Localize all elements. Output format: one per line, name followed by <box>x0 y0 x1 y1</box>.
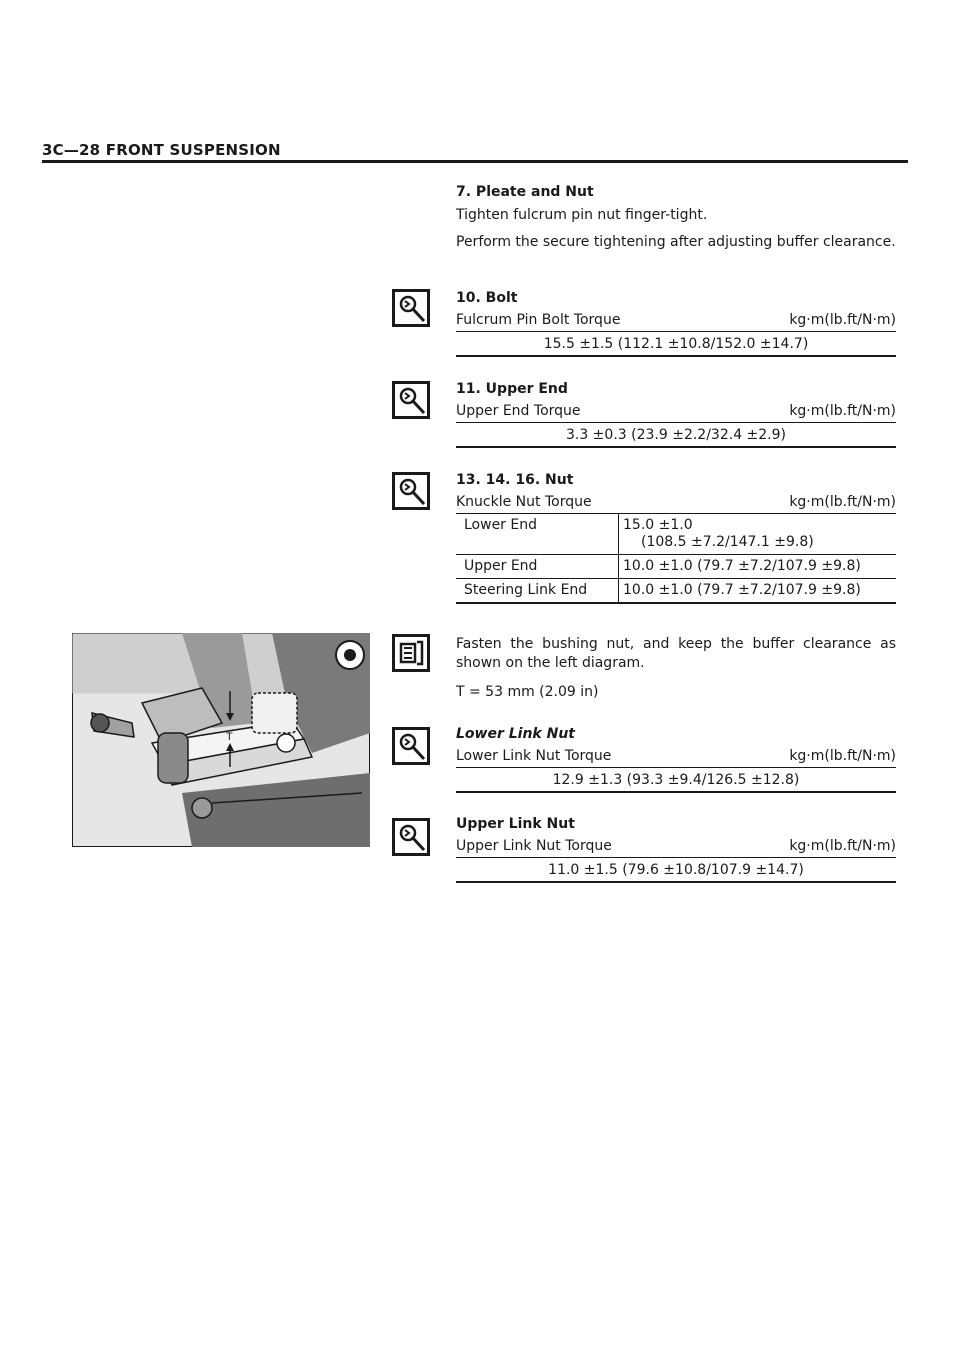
lower-link-heading: Lower Link Nut <box>456 726 575 742</box>
section-bushing <box>456 635 896 710</box>
upper-link-spec-header <box>456 838 896 858</box>
torque-wrench-icon <box>392 818 430 856</box>
torque-wrench-icon <box>392 727 430 765</box>
upper-link-label: Upper Link Nut Torque <box>456 838 612 854</box>
section-step11 <box>456 381 896 448</box>
lower-link-value: 12.9 ±1.3 (93.3 ±9.4/126.5 ±12.8) <box>456 768 896 793</box>
row-label: Upper End <box>456 555 619 579</box>
step10-heading: 10. Bolt <box>456 290 518 306</box>
step13-spec-header <box>456 494 896 514</box>
step11-label: Upper End Torque <box>456 403 581 419</box>
header-rule <box>42 160 908 163</box>
step13-label: Knuckle Nut Torque <box>456 494 592 510</box>
page-title: 3C—28 FRONT SUSPENSION <box>42 141 281 159</box>
step10-label: Fulcrum Pin Bolt Torque <box>456 312 621 328</box>
row-value-b: (108.5 ±7.2/147.1 ±9.8) <box>641 534 814 550</box>
step7-line1: Tighten fulcrum pin nut finger-tight. <box>456 207 708 223</box>
bushing-t-value: T = 53 mm (2.09 in) <box>456 684 599 700</box>
section-upper-link <box>456 816 896 883</box>
step13-unit: kg·m(lb.ft/N·m) <box>789 494 896 510</box>
step11-spec-header <box>456 403 896 423</box>
step7-heading: 7. Pleate and Nut <box>456 184 594 200</box>
row-label: Steering Link End <box>456 579 619 604</box>
section-step7 <box>456 184 896 260</box>
torque-wrench-icon <box>392 289 430 327</box>
table-row <box>456 579 896 604</box>
bushing-text: Fasten the bushing nut, and keep the buffer clearance as shown on the left diagram. <box>456 636 896 671</box>
step13-heading: 13. 14. 16. Nut <box>456 472 574 488</box>
figure-t-label: T <box>226 731 233 743</box>
step7-line2: Perform the secure tightening after adjusting buffer clearance. <box>456 234 896 250</box>
lower-link-unit: kg·m(lb.ft/N·m) <box>789 748 896 764</box>
section-lower-link <box>456 726 896 793</box>
upper-link-value: 11.0 ±1.5 (79.6 ±10.8/107.9 ±14.7) <box>456 858 896 883</box>
tighten-nut-icon <box>392 634 430 672</box>
lower-link-label: Lower Link Nut Torque <box>456 748 612 764</box>
upper-link-heading: Upper Link Nut <box>456 816 575 832</box>
row-value: 10.0 ±1.0 (79.7 ±7.2/107.9 ±9.8) <box>619 555 897 579</box>
step11-heading: 11. Upper End <box>456 381 568 397</box>
row-value <box>619 514 897 555</box>
torque-wrench-icon <box>392 472 430 510</box>
knuckle-torque-table <box>456 514 896 604</box>
step10-unit: kg·m(lb.ft/N·m) <box>789 312 896 328</box>
table-row <box>456 555 896 579</box>
table-row <box>456 514 896 555</box>
step10-spec-header <box>456 312 896 332</box>
section-step10 <box>456 290 896 357</box>
upper-link-unit: kg·m(lb.ft/N·m) <box>789 838 896 854</box>
lower-link-spec-header <box>456 748 896 768</box>
section-step13 <box>456 472 896 604</box>
row-label: Lower End <box>456 514 619 555</box>
step11-unit: kg·m(lb.ft/N·m) <box>789 403 896 419</box>
suspension-diagram <box>72 633 370 847</box>
row-value: 10.0 ±1.0 (79.7 ±7.2/107.9 ±9.8) <box>619 579 897 604</box>
step10-value: 15.5 ±1.5 (112.1 ±10.8/152.0 ±14.7) <box>456 332 896 357</box>
torque-wrench-icon <box>392 381 430 419</box>
step11-value: 3.3 ±0.3 (23.9 ±2.2/32.4 ±2.9) <box>456 423 896 448</box>
row-value-a: 15.0 ±1.0 <box>623 517 693 533</box>
